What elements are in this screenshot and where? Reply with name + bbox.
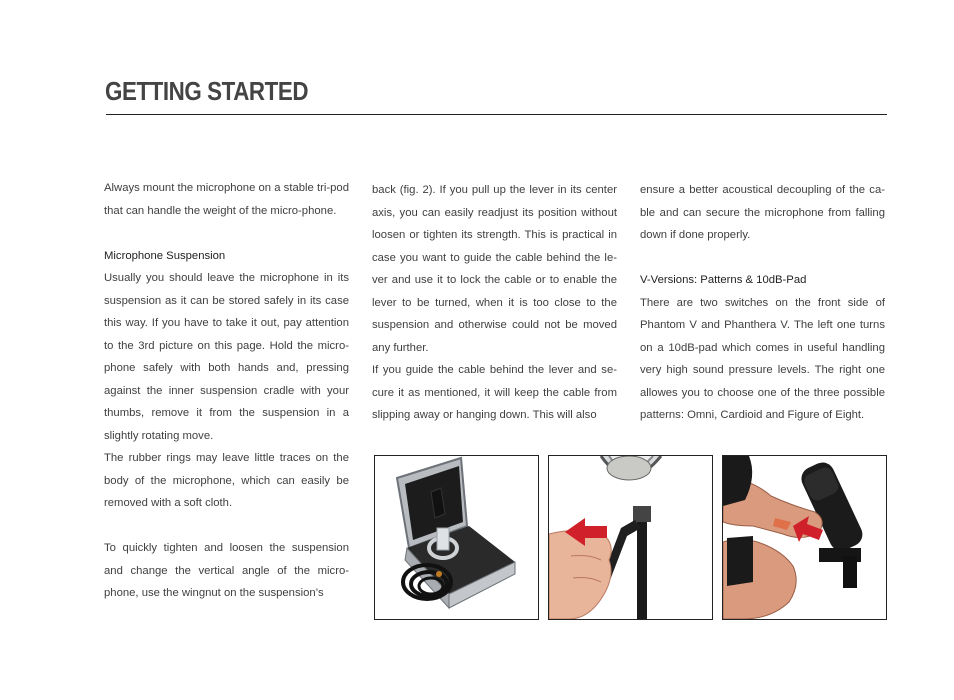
removal-illustration <box>723 456 886 619</box>
lever-paragraph: back (fig. 2). If you pull up the lever in its center axis, you can easily readjust its position without loosen or tighten its strength. This is practical in case you want to guide the cable behind the le-ver and use it to lock the cable or to enable the lever to be turned, when it is too close to the suspension and otherwise could not be moved any further. <box>372 184 617 354</box>
suspension-paragraph: Usually you should leave the microphone in its suspension as it can be stored safely in its case this way. If you have to take it out, pay attention to the 3rd picture on this page. Hold the micro-phone safely with both hands and, pressing against the inner suspension cradle with your thumbs, remove it from the suspension in a slightly rotating move. <box>104 272 349 442</box>
lever-illustration <box>549 456 712 619</box>
cable-paragraph: If you guide the cable behind the lever and se-cure it as mentioned, it will keep the cable from slipping away or hanging down. This will also <box>372 364 617 421</box>
mounting-paragraph: Always mount the microphone on a stable tri-pod that can handle the weight of the micro-phone. <box>104 182 349 217</box>
switches-paragraph: There are two switches on the front side of Phantom V and Phanthera V. The left one turns on a 10dB-pad which comes in useful handling very high sound pressure levels. The right one allowes you to choose one of the three possible patterns: Omni, Cardioid and Figure of Eight. <box>640 296 885 421</box>
section-heading-suspension: Microphone Suspension <box>104 249 226 262</box>
figure-microphone-case <box>374 455 539 620</box>
figure-suspension-lever <box>548 455 713 620</box>
text-column-1 <box>104 177 349 605</box>
page-title: GETTING STARTED <box>105 76 309 106</box>
figure-remove-microphone <box>722 455 887 620</box>
text-column-3 <box>640 179 885 427</box>
decoupling-paragraph: ensure a better acoustical decoupling of the ca-ble and can secure the microphone from falling down if done properly. <box>640 184 885 241</box>
wingnut-paragraph: To quickly tighten and loosen the suspension and change the vertical angle of the micro-phone, use the wingnut on the suspension’s <box>104 542 349 599</box>
case-illustration <box>375 456 538 619</box>
title-divider <box>106 114 887 115</box>
text-column-2 <box>372 179 617 427</box>
rubber-rings-paragraph: The rubber rings may leave little traces on the body of the microphone, which can easily be removed with a soft cloth. <box>104 452 349 509</box>
section-heading-v-versions: V-Versions: Patterns & 10dB-Pad <box>640 274 807 286</box>
